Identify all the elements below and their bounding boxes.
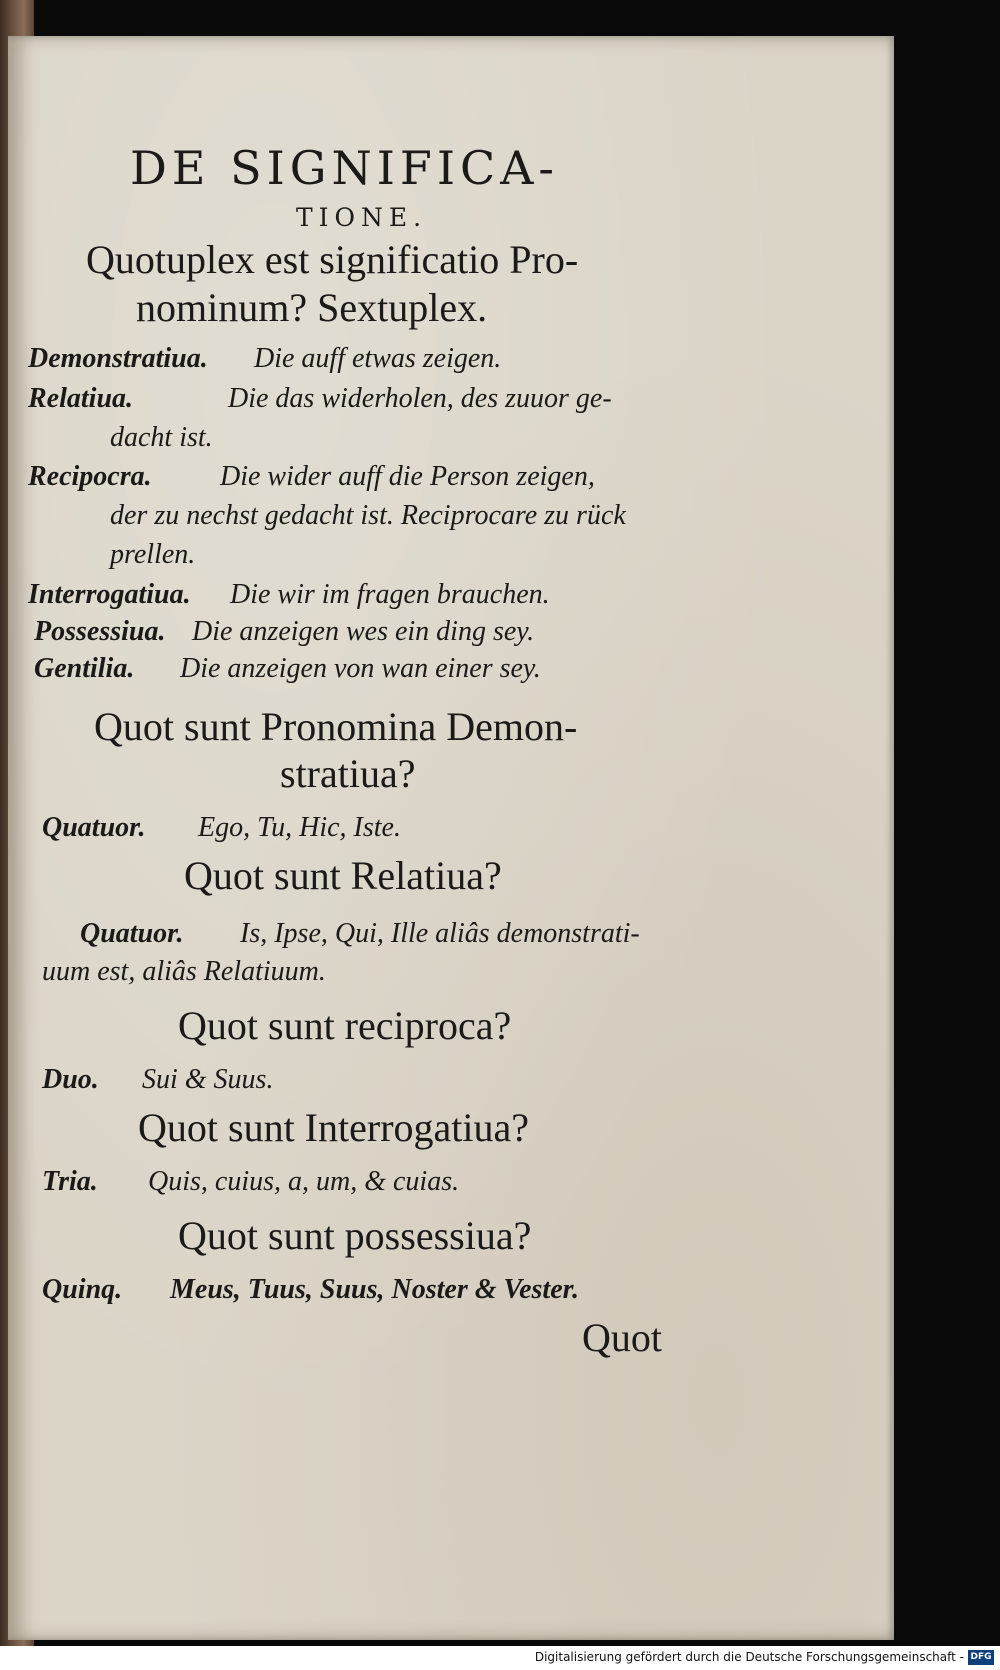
answer4-text: Sui & Suus. — [142, 1064, 274, 1095]
catchword: Quot — [582, 1315, 662, 1360]
question3: Quot sunt Relatiua? — [184, 853, 502, 898]
answer2-label: Quatuor. — [42, 812, 146, 843]
answer5-text: Quis, cuius, a, um, & cuias. — [148, 1166, 460, 1197]
dfg-logo-icon: DFG — [968, 1650, 994, 1665]
question2-line1: Quot sunt Pronomina Demon- — [94, 704, 578, 749]
entry-label-gentilia: Gentilia. — [34, 653, 135, 684]
question5: Quot sunt Interrogatiua? — [138, 1105, 529, 1150]
answer5-label: Tria. — [42, 1166, 98, 1197]
entry-text-recipocra-cont2: prellen. — [110, 539, 196, 570]
question4: Quot sunt reciproca? — [178, 1003, 512, 1048]
answer3-text: Is, Ipse, Qui, Ille aliâs demonstrati- — [240, 918, 640, 949]
answer6-text: Meus, Tuus, Suus, Noster & Vester. — [170, 1274, 579, 1305]
entry-text-relatiua-cont: dacht ist. — [110, 422, 213, 453]
entry-text-recipocra-cont: der zu nechst gedacht ist. Reciprocare zu rück — [110, 500, 626, 531]
footer-credit: Digitalisierung gefördert durch die Deutsche Forschungsgemeinschaft - — [534, 1650, 964, 1664]
entry-text-possessiua: Die anzeigen wes ein ding sey. — [192, 616, 535, 647]
question1-line1: Quotuplex est significatio Pro- — [86, 237, 579, 282]
answer3-label: Quatuor. — [80, 918, 184, 949]
page-title-line2: TIONE. — [296, 203, 428, 232]
answer4-label: Duo. — [42, 1064, 99, 1095]
book-page — [8, 36, 894, 1640]
page-title-line1: DE SIGNIFICA- — [130, 141, 559, 195]
question1-line2: nominum? Sextuplex. — [136, 285, 488, 330]
entry-text-recipocra: Die wider auff die Person zeigen, — [220, 461, 595, 492]
entry-label-recipocra: Recipocra. — [28, 461, 152, 492]
answer6-label: Quinq. — [42, 1274, 123, 1305]
entry-label-demonstratiua: Demonstratiua. — [28, 343, 208, 374]
answer3-text-cont: uum est, aliâs Relatiuum. — [42, 956, 326, 987]
entry-label-possessiua: Possessiua. — [34, 616, 166, 647]
question2-line2: stratiua? — [280, 751, 416, 796]
entry-text-interrogatiua: Die wir im fragen brauchen. — [230, 579, 550, 610]
entry-text-demonstratiua: Die auff etwas zeigen. — [254, 343, 502, 374]
entry-text-gentilia: Die anzeigen von wan einer sey. — [180, 653, 541, 684]
question6: Quot sunt possessiua? — [178, 1213, 532, 1258]
answer2-text: Ego, Tu, Hic, Iste. — [198, 812, 401, 843]
digitization-footer — [0, 1646, 1000, 1670]
entry-text-relatiua: Die das widerholen, des zuuor ge- — [228, 383, 612, 414]
entry-label-interrogatiua: Interrogatiua. — [28, 579, 191, 610]
entry-label-relatiua: Relatiua. — [28, 383, 134, 414]
